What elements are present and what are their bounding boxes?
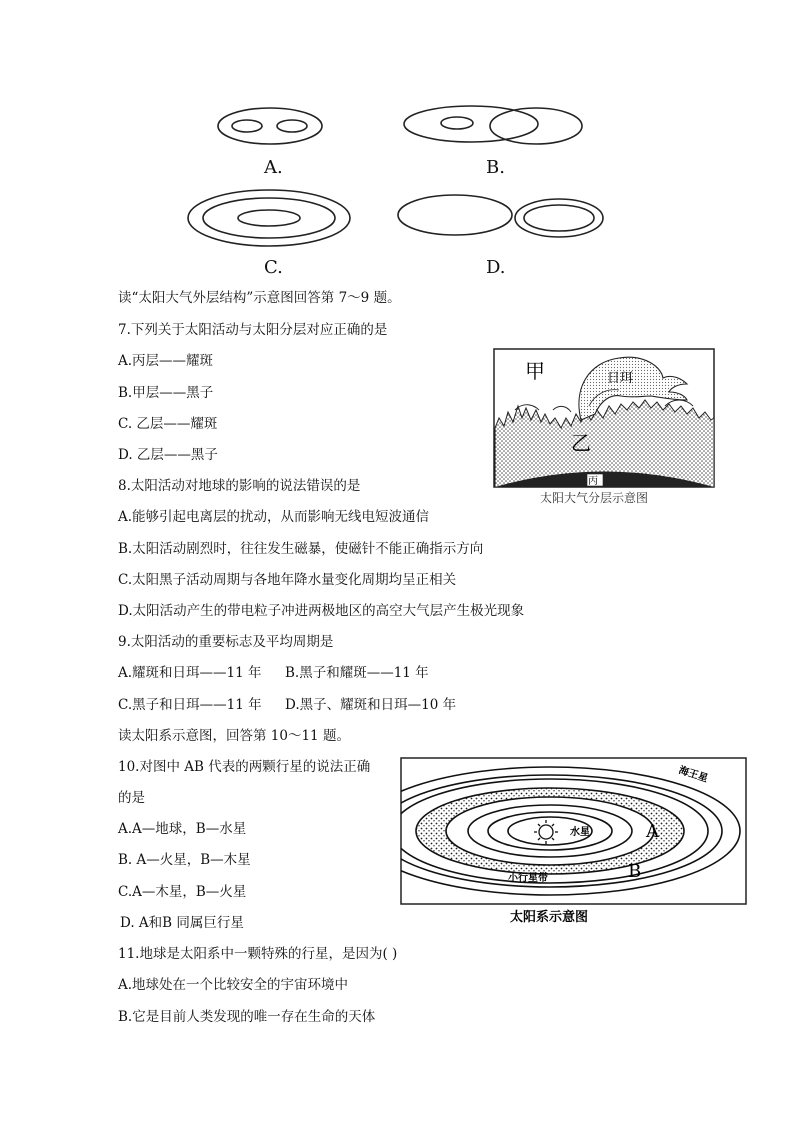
q11-option-a: A.地球处在一个比较安全的宇宙环境中 — [118, 977, 349, 993]
ellipse-options-diagram — [180, 95, 620, 285]
q8-option-b: B.太阳活动剧烈时，往往发生磁暴，使磁针不能正确指示方向 — [118, 541, 484, 557]
q7-option-b: B.甲层——黑子 — [118, 385, 214, 401]
label-b: B — [628, 861, 642, 882]
option-b-left-ellipse — [404, 106, 538, 142]
q10-option-a: A.A—地球，B—水星 — [118, 821, 247, 837]
q9-option-c: C.黑子和日珥——11 年 — [118, 697, 262, 713]
label-a: A — [646, 821, 659, 842]
label-jia: 甲 — [525, 359, 545, 383]
q10-option-d: D. A和B 同属巨行星 — [120, 915, 244, 931]
q7-option-a: A.丙层——耀斑 — [118, 353, 214, 369]
option-d-left-ellipse — [398, 195, 512, 235]
option-b-label: B. — [486, 157, 505, 178]
option-c-label: C. — [264, 257, 283, 278]
option-a-left-ellipse — [232, 120, 262, 132]
label-mercury: 水星 — [570, 827, 590, 838]
label-bing: 丙 — [588, 476, 598, 487]
q10-option-c: C.A—木星，B—火星 — [118, 884, 247, 900]
q7-option-c: C. 乙层——耀斑 — [118, 416, 218, 432]
atmosphere-caption: 太阳大气分层示意图 — [540, 491, 649, 505]
option-b-right-ellipse — [490, 108, 582, 144]
q9-option-d: D.黑子、耀斑和日珥—10 年 — [285, 697, 457, 713]
q10-stem-line2: 的是 — [118, 790, 145, 806]
intro-solar: 读太阳系示意图，回答第 10～11 题。 — [118, 728, 350, 744]
q9-option-b: B.黑子和耀斑——11 年 — [285, 665, 429, 681]
option-b-inner-ellipse — [441, 117, 473, 129]
q7-stem: 7.下列关于太阳活动与太阳分层对应正确的是 — [118, 322, 388, 338]
q8-stem: 8.太阳活动对地球的影响的说法错误的是 — [118, 478, 361, 494]
label-yi: 乙 — [571, 431, 591, 455]
q7-option-d: D. 乙层——黑子 — [118, 447, 218, 463]
option-d-right-inner-ellipse — [524, 205, 594, 231]
option-d-label: D. — [486, 257, 506, 278]
option-a-label: A. — [264, 157, 283, 178]
q8-option-c: C.太阳黑子活动周期与各地年降水量变化周期均呈正相关 — [118, 572, 457, 588]
q9-option-a: A.耀斑和日珥——11 年 — [118, 665, 262, 681]
label-neptune: 海王星 — [677, 764, 710, 785]
q11-stem: 11.地球是太阳系中一颗特殊的行星，是因为( ) — [118, 946, 398, 962]
option-a-right-ellipse — [277, 120, 307, 132]
q10-option-b: B. A—火星，B—木星 — [118, 852, 251, 868]
q8-option-a: A.能够引起电离层的扰动，从而影响无线电短波通信 — [118, 509, 430, 525]
solar-atmosphere-figure — [493, 348, 717, 508]
label-riban: 日珥 — [607, 371, 634, 386]
solar-system-figure — [400, 757, 748, 929]
intro-atmosphere: 读“太阳大气外层结构”示意图回答第 7～9 题。 — [118, 290, 401, 306]
q9-stem: 9.太阳活动的重要标志及平均周期是 — [118, 634, 334, 650]
q10-stem-line1: 10.对图中 AB 代表的两颗行星的说法正确 — [118, 759, 371, 775]
solar-caption: 太阳系示意图 — [510, 910, 589, 925]
q8-option-d: D.太阳活动产生的带电粒子冲进两极地区的高空大气层产生极光现象 — [118, 603, 525, 619]
option-c-middle-ellipse — [203, 198, 335, 238]
option-c-inner-ellipse — [238, 210, 300, 226]
q11-option-b: B.它是目前人类发现的唯一存在生命的天体 — [118, 1009, 376, 1025]
label-asteroid-belt: 小行星带 — [508, 873, 548, 884]
